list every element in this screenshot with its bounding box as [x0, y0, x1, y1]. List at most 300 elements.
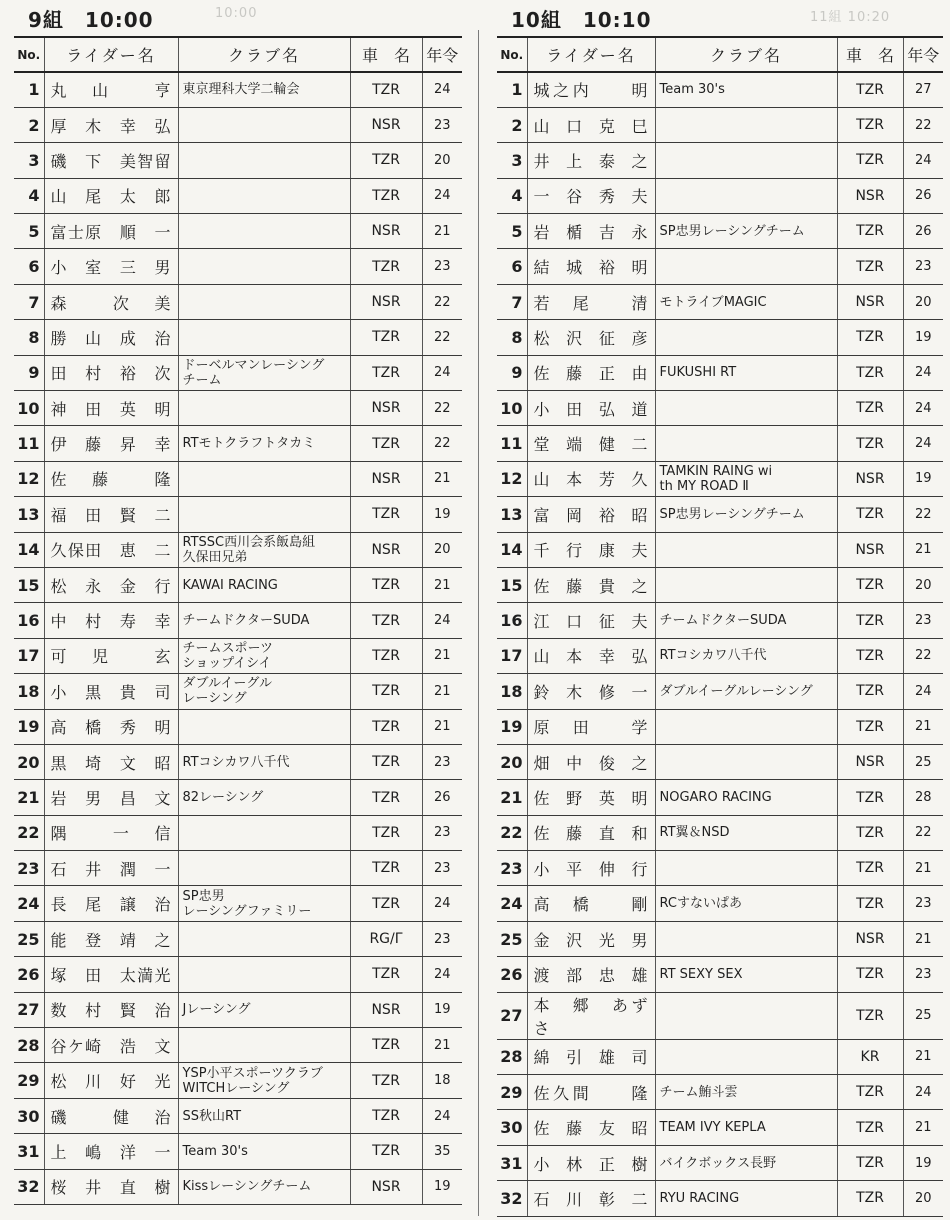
table-row: [497, 178, 943, 213]
rider-age: 25: [903, 744, 943, 779]
table-row: [497, 1039, 943, 1074]
machine-name: RG/Γ: [350, 921, 422, 956]
rider-number: 22: [14, 815, 44, 850]
rider-number: 24: [497, 886, 527, 921]
table-row: [14, 780, 462, 815]
rider-name: 小林正樹: [527, 1145, 655, 1180]
rider-number: 2: [497, 107, 527, 142]
machine-name: NSR: [350, 461, 422, 496]
club-name: [178, 214, 350, 249]
rider-name: 高 橋 剛: [527, 886, 655, 921]
rider-name: 中村寿幸: [44, 603, 178, 638]
rider-number: 11: [14, 426, 44, 461]
rider-age: 27: [903, 72, 943, 107]
table-row: [14, 744, 462, 779]
header-age: 年令: [903, 37, 943, 72]
rider-age: 22: [422, 426, 462, 461]
rider-name: 佐久間 隆: [527, 1075, 655, 1110]
machine-name: NSR: [350, 992, 422, 1027]
rider-age: 24: [422, 72, 462, 107]
rider-name: 山尾太郎: [44, 178, 178, 213]
bleed-through-text: 10:00: [215, 6, 258, 21]
table-row: [14, 284, 462, 319]
rider-name: 佐藤正由: [527, 355, 655, 390]
club-name: チームドクターSUDA: [178, 603, 350, 638]
rider-age: 19: [422, 992, 462, 1027]
rider-age: 20: [903, 567, 943, 602]
rider-age: 21: [422, 461, 462, 496]
rider-age: 23: [422, 851, 462, 886]
entry-table: [14, 36, 462, 1205]
table-row: [497, 851, 943, 886]
rider-name: 金沢光男: [527, 921, 655, 956]
machine-name: TZR: [837, 851, 903, 886]
rider-number: 25: [497, 921, 527, 956]
club-name: 82レーシング: [178, 780, 350, 815]
rider-name: 神 田 英 明: [44, 391, 178, 426]
rider-number: 19: [497, 709, 527, 744]
table-row: [14, 391, 462, 426]
machine-name: TZR: [837, 391, 903, 426]
table-row: [497, 957, 943, 992]
rider-age: 21: [422, 214, 462, 249]
rider-age: 26: [903, 178, 943, 213]
machine-name: TZR: [837, 567, 903, 602]
machine-name: TZR: [837, 992, 903, 1039]
machine-name: TZR: [837, 709, 903, 744]
table-row: [14, 815, 462, 850]
table-row: [14, 1028, 462, 1063]
rider-name: 富士原 順 一: [44, 214, 178, 249]
machine-name: TZR: [350, 1134, 422, 1169]
table-row: [14, 72, 462, 107]
rider-age: 24: [422, 603, 462, 638]
group-title: 9組 10:00: [28, 8, 154, 32]
rider-name: 鈴木修一: [527, 674, 655, 709]
rider-number: 10: [497, 391, 527, 426]
machine-name: TZR: [350, 355, 422, 390]
rider-name: 江口征夫: [527, 603, 655, 638]
rider-number: 5: [497, 214, 527, 249]
rider-number: 21: [497, 780, 527, 815]
rider-age: 28: [903, 780, 943, 815]
table-row: [14, 143, 462, 178]
table-row: [497, 603, 943, 638]
rider-age: 19: [422, 497, 462, 532]
rider-age: 22: [903, 815, 943, 850]
machine-name: NSR: [837, 284, 903, 319]
club-name: FUKUSHI RT: [655, 355, 837, 390]
rider-name: 桜井直樹: [44, 1169, 178, 1204]
rider-age: 23: [422, 249, 462, 284]
rider-name: 畑中俊之: [527, 744, 655, 779]
table-row: [14, 426, 462, 461]
rider-age: 21: [422, 1028, 462, 1063]
rider-number: 1: [14, 72, 44, 107]
club-name: TEAM IVY KEPLA: [655, 1110, 837, 1145]
rider-name: 小室三男: [44, 249, 178, 284]
club-name: [178, 851, 350, 886]
club-name: [178, 391, 350, 426]
rider-age: 19: [903, 1145, 943, 1180]
table-row: [14, 214, 462, 249]
rider-number: 2: [14, 107, 44, 142]
machine-name: TZR: [350, 674, 422, 709]
rider-name: 松川好光: [44, 1063, 178, 1098]
club-name: バイクボックス長野: [655, 1145, 837, 1180]
rider-age: 21: [422, 674, 462, 709]
rider-age: 21: [422, 709, 462, 744]
rider-name: 綿引雄司: [527, 1039, 655, 1074]
machine-name: TZR: [350, 1063, 422, 1098]
rider-age: 20: [422, 143, 462, 178]
club-name: Team 30's: [655, 72, 837, 107]
rider-age: 23: [422, 921, 462, 956]
rider-age: 21: [903, 851, 943, 886]
club-name: RCすないぱあ: [655, 886, 837, 921]
rider-age: 21: [903, 532, 943, 567]
table-row: [497, 214, 943, 249]
rider-age: 26: [422, 780, 462, 815]
club-name: YSP小平スポーツクラブ WITCHレーシング: [178, 1063, 350, 1098]
rider-number: 7: [497, 284, 527, 319]
rider-name: 山本幸弘: [527, 638, 655, 673]
rider-number: 9: [14, 355, 44, 390]
rider-number: 19: [14, 709, 44, 744]
club-name: チームスポーツ ショップイシイ: [178, 638, 350, 673]
rider-age: 22: [422, 391, 462, 426]
machine-name: TZR: [350, 249, 422, 284]
table-row: [497, 921, 943, 956]
rider-number: 14: [497, 532, 527, 567]
machine-name: TZR: [837, 497, 903, 532]
club-name: [655, 709, 837, 744]
club-name: [655, 992, 837, 1039]
table-row: [497, 143, 943, 178]
table-row: [14, 497, 462, 532]
header-rider: ライダー名: [527, 37, 655, 72]
header-car: 車 名: [350, 37, 422, 72]
rider-age: 21: [903, 1110, 943, 1145]
rider-number: 23: [14, 851, 44, 886]
rider-name: 石井潤一: [44, 851, 178, 886]
machine-name: TZR: [837, 249, 903, 284]
machine-name: NSR: [837, 532, 903, 567]
header-no: No.: [14, 37, 44, 72]
machine-name: TZR: [837, 957, 903, 992]
machine-name: NSR: [350, 1169, 422, 1204]
rider-age: 21: [903, 1039, 943, 1074]
machine-name: TZR: [350, 638, 422, 673]
rider-name: 数村賢治: [44, 992, 178, 1027]
rider-number: 29: [14, 1063, 44, 1098]
club-name: NOGARO RACING: [655, 780, 837, 815]
rider-age: 21: [422, 567, 462, 602]
machine-name: NSR: [837, 178, 903, 213]
machine-name: TZR: [350, 1098, 422, 1133]
rider-name: 谷ケ崎 浩 文: [44, 1028, 178, 1063]
rider-age: 20: [903, 1181, 943, 1216]
rider-name: 小黒貴司: [44, 674, 178, 709]
club-name: チームドクターSUDA: [655, 603, 837, 638]
rider-name: 佐藤友昭: [527, 1110, 655, 1145]
club-name: [655, 107, 837, 142]
rider-number: 1: [497, 72, 527, 107]
rider-name: 小平伸行: [527, 851, 655, 886]
club-name: [178, 1028, 350, 1063]
table-row: [14, 709, 462, 744]
machine-name: TZR: [837, 426, 903, 461]
club-name: [655, 532, 837, 567]
rider-name: 高橋秀明: [44, 709, 178, 744]
rider-name: 可 児 玄: [44, 638, 178, 673]
rider-age: 24: [903, 391, 943, 426]
rider-name: 佐 藤 隆: [44, 461, 178, 496]
table-row: [14, 107, 462, 142]
rider-name: 石川彰二: [527, 1181, 655, 1216]
table-row: [497, 497, 943, 532]
machine-name: TZR: [837, 1110, 903, 1145]
rider-age: 23: [422, 744, 462, 779]
club-name: Kissレーシングチーム: [178, 1169, 350, 1204]
machine-name: TZR: [837, 674, 903, 709]
machine-name: NSR: [350, 391, 422, 426]
machine-name: TZR: [350, 886, 422, 921]
header-club: クラブ名: [178, 37, 350, 72]
rider-number: 13: [497, 497, 527, 532]
rider-number: 31: [14, 1134, 44, 1169]
table-row: [497, 886, 943, 921]
rider-age: 19: [903, 320, 943, 355]
club-name: SS秋山RT: [178, 1098, 350, 1133]
header-club: クラブ名: [655, 37, 837, 72]
club-name: RT翼＆NSD: [655, 815, 837, 850]
table-row: [14, 461, 462, 496]
table-row: [14, 567, 462, 602]
machine-name: TZR: [350, 143, 422, 178]
club-name: モトライブMAGIC: [655, 284, 837, 319]
table-row: [497, 815, 943, 850]
club-name: Team 30's: [178, 1134, 350, 1169]
club-name: [655, 143, 837, 178]
rider-age: 23: [903, 603, 943, 638]
table-row: [497, 107, 943, 142]
rider-name: 山本芳久: [527, 461, 655, 496]
club-name: RTモトクラフトタカミ: [178, 426, 350, 461]
rider-name: 城之内 明: [527, 72, 655, 107]
rider-number: 21: [14, 780, 44, 815]
rider-age: 22: [422, 320, 462, 355]
machine-name: NSR: [837, 921, 903, 956]
club-name: [655, 851, 837, 886]
machine-name: TZR: [837, 886, 903, 921]
rider-age: 24: [903, 355, 943, 390]
club-name: RTSSC西川会系飯島組 久保田兄弟: [178, 532, 350, 567]
header-car: 車 名: [837, 37, 903, 72]
column-divider: [478, 30, 479, 1216]
club-name: [655, 249, 837, 284]
rider-age: 23: [422, 107, 462, 142]
machine-name: TZR: [837, 143, 903, 178]
machine-name: TZR: [350, 780, 422, 815]
machine-name: TZR: [837, 320, 903, 355]
club-name: [655, 1039, 837, 1074]
rider-name: 岩男昌文: [44, 780, 178, 815]
table-row: [497, 355, 943, 390]
rider-age: 19: [422, 1169, 462, 1204]
rider-name: 塚 田 太満光: [44, 957, 178, 992]
club-name: [178, 284, 350, 319]
table-row: [497, 780, 943, 815]
rider-name: 若 尾 清: [527, 284, 655, 319]
rider-name: 磯 健 治: [44, 1098, 178, 1133]
club-name: [178, 815, 350, 850]
rider-name: 結城裕明: [527, 249, 655, 284]
rider-name: 磯 下 美智留: [44, 143, 178, 178]
club-name: [178, 921, 350, 956]
rider-number: 31: [497, 1145, 527, 1180]
machine-name: TZR: [350, 957, 422, 992]
club-name: [655, 426, 837, 461]
rider-age: 26: [903, 214, 943, 249]
table-row: [497, 461, 943, 496]
rider-number: 11: [497, 426, 527, 461]
club-name: ダブルイーグルレーシング: [655, 674, 837, 709]
rider-age: 24: [422, 886, 462, 921]
club-name: [178, 107, 350, 142]
entry-table: [497, 36, 943, 1217]
machine-name: NSR: [350, 214, 422, 249]
rider-name: 松沢征彦: [527, 320, 655, 355]
rider-age: 21: [903, 709, 943, 744]
machine-name: TZR: [837, 1145, 903, 1180]
table-row: [14, 957, 462, 992]
group-10: [497, 0, 943, 1217]
rider-number: 8: [14, 320, 44, 355]
machine-name: TZR: [350, 815, 422, 850]
table-row: [497, 1181, 943, 1216]
rider-age: 18: [422, 1063, 462, 1098]
table-row: [14, 355, 462, 390]
bleed-through-text: 11組 10:20: [810, 10, 891, 25]
table-row: [14, 886, 462, 921]
rider-number: 25: [14, 921, 44, 956]
club-name: RYU RACING: [655, 1181, 837, 1216]
table-row: [14, 603, 462, 638]
machine-name: TZR: [350, 72, 422, 107]
table-row: [14, 921, 462, 956]
table-row: [14, 674, 462, 709]
table-row: [14, 320, 462, 355]
table-row: [14, 851, 462, 886]
machine-name: TZR: [350, 320, 422, 355]
rider-number: 32: [14, 1169, 44, 1204]
rider-number: 14: [14, 532, 44, 567]
club-name: ダブルイーグル レーシング: [178, 674, 350, 709]
rider-age: 25: [903, 992, 943, 1039]
machine-name: NSR: [350, 107, 422, 142]
table-row: [497, 426, 943, 461]
table-row: [497, 72, 943, 107]
rider-age: 23: [903, 886, 943, 921]
rider-name: 堂端健二: [527, 426, 655, 461]
machine-name: TZR: [837, 107, 903, 142]
rider-age: 22: [903, 497, 943, 532]
rider-number: 6: [14, 249, 44, 284]
machine-name: TZR: [837, 72, 903, 107]
table-row: [14, 532, 462, 567]
rider-number: 18: [497, 674, 527, 709]
rider-name: 小田弘道: [527, 391, 655, 426]
rider-number: 16: [14, 603, 44, 638]
rider-number: 3: [497, 143, 527, 178]
machine-name: TZR: [350, 426, 422, 461]
machine-name: TZR: [837, 638, 903, 673]
rider-number: 4: [14, 178, 44, 213]
rider-name: 久保田 恵 二: [44, 532, 178, 567]
rider-age: 24: [422, 957, 462, 992]
table-row: [497, 1110, 943, 1145]
table-row: [497, 1075, 943, 1110]
rider-name: 森 次 美: [44, 284, 178, 319]
table-header-row: [14, 37, 462, 72]
rider-number: 12: [14, 461, 44, 496]
rider-name: 能登靖之: [44, 921, 178, 956]
machine-name: TZR: [350, 497, 422, 532]
rider-age: 23: [422, 815, 462, 850]
rider-age: 22: [422, 284, 462, 319]
rider-number: 6: [497, 249, 527, 284]
table-row: [497, 709, 943, 744]
rider-name: 山口克巳: [527, 107, 655, 142]
rider-number: 5: [14, 214, 44, 249]
machine-name: TZR: [350, 709, 422, 744]
rider-age: 19: [903, 461, 943, 496]
rider-name: 隅 一 信: [44, 815, 178, 850]
rider-number: 17: [14, 638, 44, 673]
rider-name: 渡部忠雄: [527, 957, 655, 992]
rider-number: 28: [14, 1028, 44, 1063]
rider-name: 井上泰之: [527, 143, 655, 178]
table-row: [497, 674, 943, 709]
club-name: [178, 249, 350, 284]
rider-number: 27: [14, 992, 44, 1027]
machine-name: TZR: [837, 355, 903, 390]
rider-name: 丸 山 亨: [44, 72, 178, 107]
machine-name: TZR: [837, 1181, 903, 1216]
rider-number: 27: [497, 992, 527, 1039]
club-name: [178, 709, 350, 744]
rider-name: 原 田 学: [527, 709, 655, 744]
club-name: SP忠男レーシングチーム: [655, 497, 837, 532]
rider-number: 15: [497, 567, 527, 602]
rider-name: 田村裕次: [44, 355, 178, 390]
rider-age: 24: [903, 1075, 943, 1110]
table-row: [497, 320, 943, 355]
club-name: [655, 921, 837, 956]
club-name: [655, 744, 837, 779]
rider-number: 17: [497, 638, 527, 673]
rider-number: 30: [497, 1110, 527, 1145]
rider-number: 7: [14, 284, 44, 319]
rider-number: 4: [497, 178, 527, 213]
table-row: [14, 1098, 462, 1133]
club-name: RTコシカワ八千代: [655, 638, 837, 673]
machine-name: TZR: [837, 214, 903, 249]
club-name: [178, 957, 350, 992]
rider-name: 長尾譲治: [44, 886, 178, 921]
table-row: [497, 391, 943, 426]
